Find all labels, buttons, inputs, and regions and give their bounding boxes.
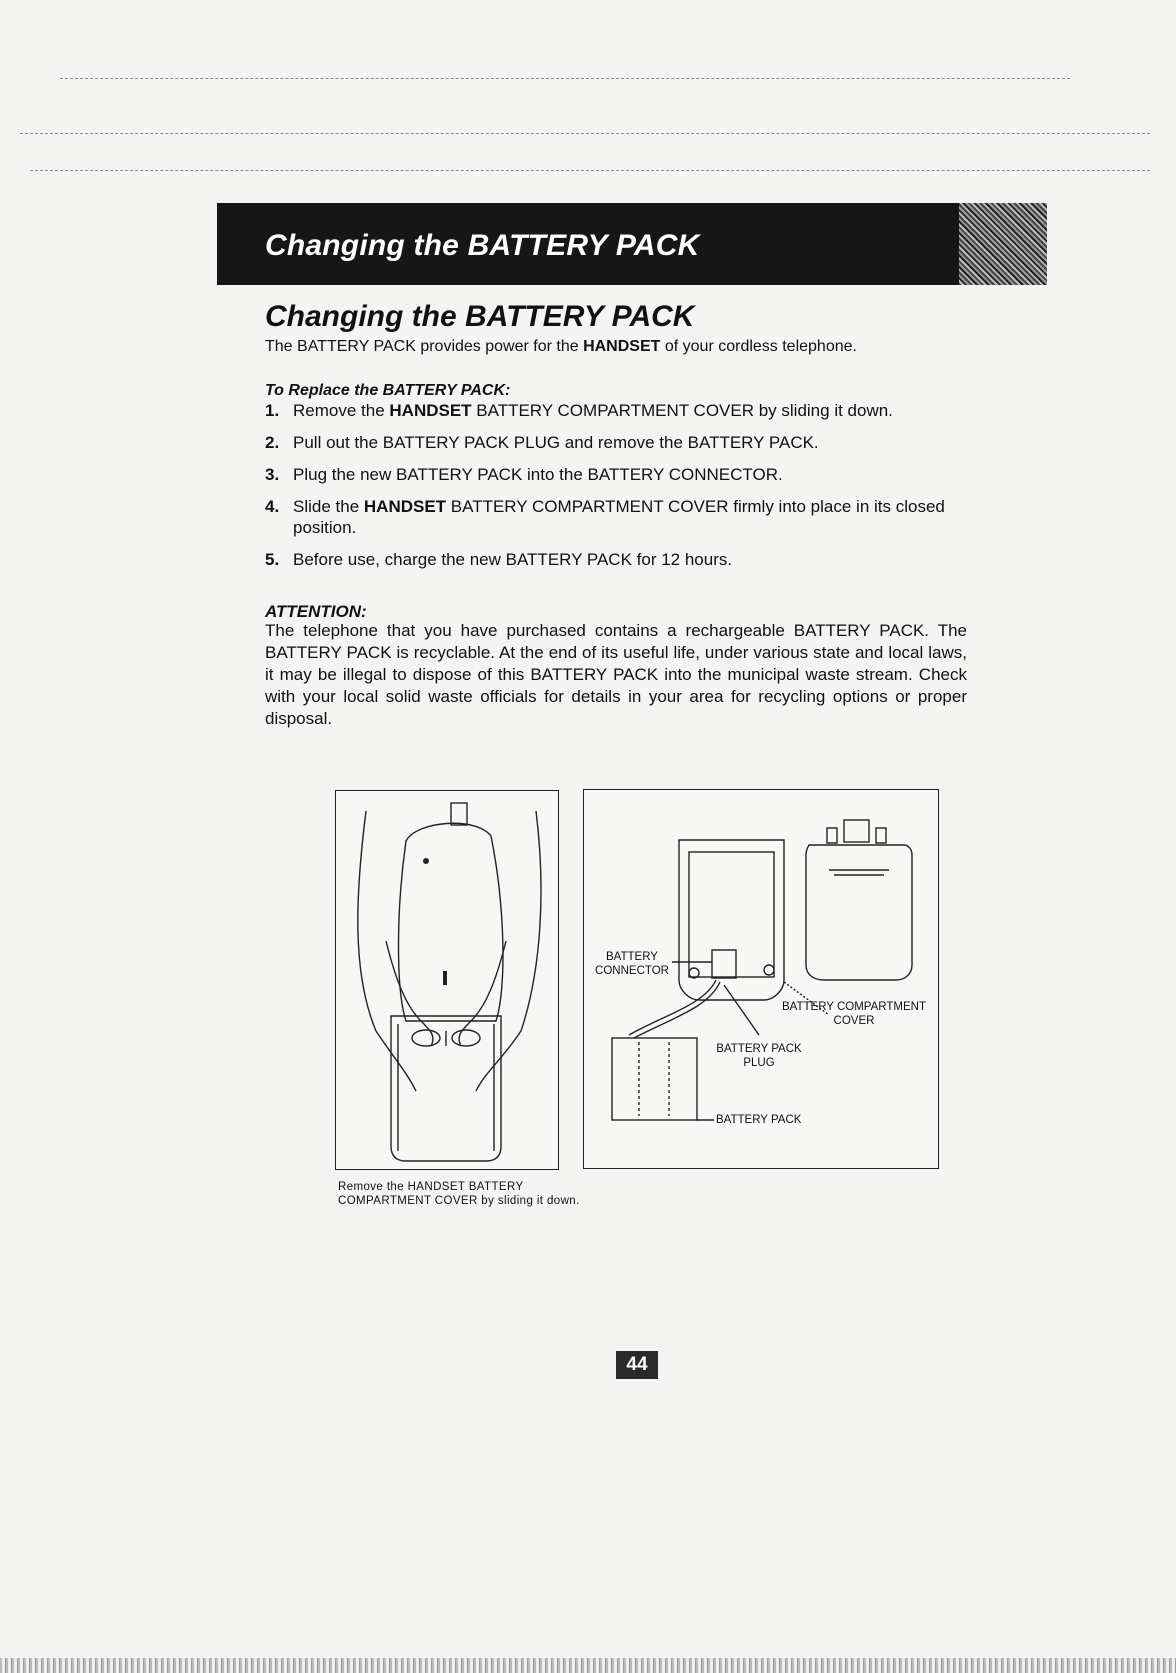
page-number: 44	[616, 1351, 658, 1379]
attention-heading: ATTENTION:	[265, 602, 367, 621]
step-number: 5.	[265, 550, 280, 569]
intro-after: of your cordless telephone.	[660, 338, 857, 355]
attention-body: The telephone that you have purchased contains a rechargeable BATTERY PACK. The BATTERY PACK is recyclable. At the end of its useful life, under various state and local laws, it may be illegal to dispose of this BATTERY PACK into the municipal waste stream. Check with your local solid waste officials for details in your area for recycling options or proper disposal.	[265, 621, 967, 728]
step-item	[265, 496, 965, 538]
step-text-bold: HANDSET	[389, 401, 472, 420]
step-text	[293, 432, 819, 453]
figure-caption	[338, 1180, 588, 1208]
step-text	[293, 400, 893, 421]
step-number: 2.	[265, 433, 280, 452]
scan-edge-artifact	[0, 1658, 1176, 1673]
step-text	[293, 549, 732, 570]
step-number: 3.	[265, 465, 280, 484]
handset-drawing	[336, 791, 558, 1169]
battery-compartment-cover-label	[779, 1000, 929, 1028]
label-plug-line-1: BATTERY PACK	[716, 1043, 802, 1055]
step-text-before: Slide the	[293, 497, 364, 516]
label-connector-line-2: CONNECTOR	[595, 965, 669, 977]
banner-texture	[959, 203, 1047, 285]
steps-heading: To Replace the BATTERY PACK:	[265, 382, 511, 399]
page-header-banner	[217, 203, 1047, 285]
scan-artifact	[60, 78, 1070, 79]
label-cover-line-1: BATTERY COMPARTMENT	[782, 1001, 926, 1013]
battery-compartment-drawing	[584, 790, 938, 1168]
step-text-after: BATTERY COMPARTMENT COVER firmly into place in its closed position.	[293, 497, 945, 537]
steps-list	[265, 400, 965, 581]
step-item	[265, 432, 965, 453]
step-number: 4.	[265, 497, 280, 516]
step-item	[265, 464, 965, 485]
label-connector-line-1: BATTERY	[606, 951, 658, 963]
step-text-after: BATTERY COMPARTMENT COVER by sliding it down.	[471, 401, 893, 420]
battery-compartment-diagram	[583, 789, 939, 1169]
step-text-bold: HANDSET	[363, 497, 447, 516]
handset-illustration	[335, 790, 559, 1170]
intro-before: The BATTERY PACK provides power for the	[265, 338, 584, 355]
step-number: 1.	[265, 401, 280, 420]
battery-connector-label	[592, 950, 672, 978]
label-cover-line-2: COVER	[833, 1015, 875, 1027]
step-item	[265, 400, 965, 421]
page-header-title: Changing the BATTERY PACK	[265, 229, 700, 262]
step-text	[293, 496, 965, 538]
step-text	[293, 464, 783, 485]
caption-line-1: Remove the HANDSET BATTERY	[338, 1181, 524, 1193]
section-title: Changing the BATTERY PACK	[265, 300, 695, 333]
step-text-before: Remove the	[293, 401, 390, 420]
scan-artifact	[30, 170, 1150, 171]
step-text-before: Pull out the BATTERY PACK PLUG and remove the BATTERY PACK.	[293, 433, 819, 452]
caption-line-2: COMPARTMENT COVER by sliding it down.	[338, 1195, 580, 1207]
battery-pack-plug-label	[714, 1042, 804, 1070]
battery-pack-label: BATTERY PACK	[716, 1114, 802, 1126]
intro-text	[265, 338, 857, 356]
step-text-before: Before use, charge the new BATTERY PACK for 12 hours.	[293, 550, 733, 569]
label-plug-line-2: PLUG	[743, 1057, 775, 1069]
scan-artifact	[20, 133, 1150, 134]
step-item	[265, 549, 965, 570]
intro-bold: HANDSET	[583, 338, 661, 355]
step-text-before: Plug the new BATTERY PACK into the BATTERY CONNECTOR.	[293, 465, 783, 484]
